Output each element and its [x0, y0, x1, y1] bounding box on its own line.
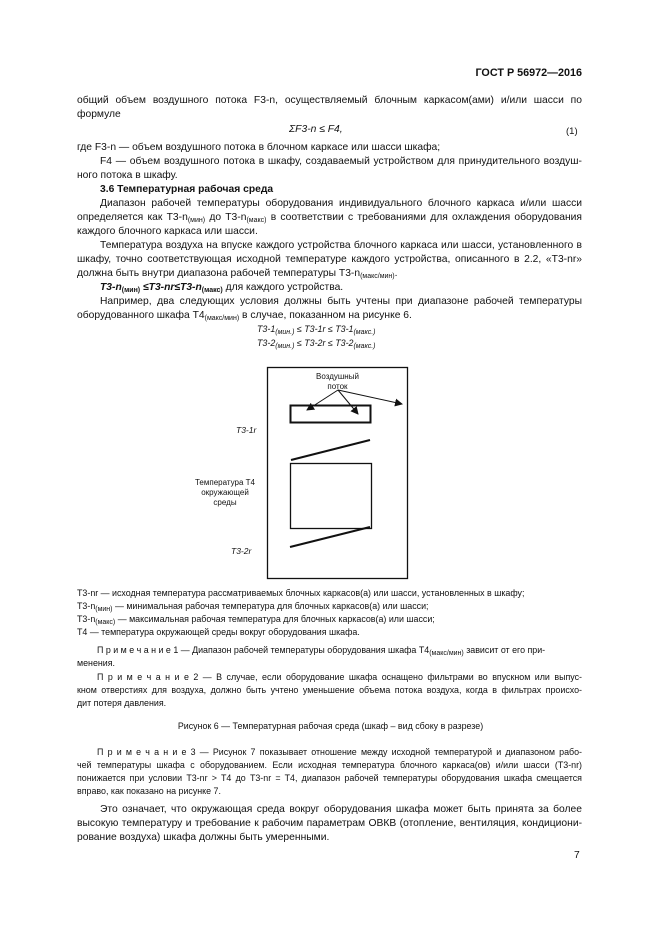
cond2-a: T3-2 — [257, 338, 276, 348]
para2-line-3-b: (макс/мин) — [360, 273, 395, 280]
cabinet-outline — [268, 368, 408, 579]
conclusion-line-2: высокую температуру и требование к рабочим параметрам ОВКВ (отопление, вентиляция, кондициони- — [77, 818, 582, 829]
note3-line-1 — [77, 746, 582, 758]
legend-item-2-a: T3-n — [77, 601, 96, 611]
note2-line-3: дит потеря давления. — [77, 698, 167, 708]
page-number: 7 — [574, 850, 580, 861]
where-line-2: F4 — объем воздушного потока в шкафу, создаваемый устройством для принудительного воздуш- — [100, 156, 582, 167]
para2-line-3-a: должна быть внутри диапазона рабочей температуры T3-n — [77, 268, 361, 279]
para1-line-3: каждого блочного каркаса или шасси. — [77, 226, 258, 237]
t4-label — [183, 478, 267, 508]
note3-label: П р и м е ч а н и е 3 — [97, 747, 196, 757]
para1-line-2-e: в соответствии с требованиями для охлаждения оборудования — [270, 212, 582, 223]
para3-line-2-b: (макс/мин) — [204, 315, 240, 322]
chassis-lower — [291, 464, 372, 529]
para3-line-2-c: в случае, показанном на рисунке 6. — [242, 310, 412, 321]
intro-line-2: формуле — [77, 109, 121, 120]
inequality-a-sub: (мин) — [121, 287, 141, 294]
legend-item-2 — [77, 600, 429, 612]
section-title: 3.6 Температурная рабочая среда — [100, 184, 274, 195]
cond2-b: ≤ T3-2r ≤ T3-2 — [296, 338, 354, 348]
legend-item-2-b: (мин) — [95, 606, 113, 613]
intro-line-1: общий объем воздушного потока F3-n, осуществляемый блочным каркасом(ами) и/или шасси по — [77, 95, 582, 106]
legend-item-4: T4 — температура окружающей среды вокруг оборудования шкафа. — [77, 627, 360, 637]
t31r-label: T3-1r — [236, 425, 257, 435]
note2-text-1: — В случае, если оборудование шкафа оснащено фильтрами во впускном или выпус- — [198, 672, 582, 682]
cond1-b: ≤ T3-1r ≤ T3-1 — [296, 324, 354, 334]
legend-item-2-c: — минимальная рабочая температура для блочных каркасов(а) или шасси; — [112, 601, 429, 611]
figure-caption: Рисунок 6 — Температурная рабочая среда (шкаф – вид сбоку в разрезе) — [177, 721, 484, 731]
note1-line-1 — [77, 644, 582, 656]
note3-line-4: вправо, как показано на рисунке 7. — [77, 786, 221, 796]
airflow-arrow-1 — [307, 390, 338, 410]
note2-line-2: кном отверстиях для воздуха, должно быть учтено уменьшение объема потока воздуха, когда в фильтрах происхо- — [77, 685, 582, 695]
para2-line-3-c: . — [394, 268, 398, 279]
cond1-a-sub: (мин.) — [275, 329, 295, 336]
inequality-tail: для каждого устройства. — [225, 282, 344, 293]
note3-text-1: — Рисунок 7 показывает отношение между исходной температурой и диапазоном рабо- — [195, 747, 582, 757]
para1-line-2-b: (мин) — [187, 217, 206, 224]
note1-line-2: менения. — [77, 658, 116, 668]
t4-label-line-2: окружающей — [201, 488, 249, 497]
para2-line-1: Температура воздуха на впуске каждого устройства блочного каркаса или шасси, установленного в — [100, 240, 582, 251]
formula-number: (1) — [566, 126, 578, 137]
note2-label: П р и м е ч а н и е 2 — [97, 672, 199, 682]
note1-label: П р и м е ч а н и е 1 — [97, 645, 179, 655]
t32r-label: T3-2r — [231, 546, 252, 556]
legend-item-3-b: (макс) — [95, 619, 116, 626]
formula-1: ΣF3-n ≤ F4, — [289, 124, 343, 135]
note3-line-3: понижается при условии T3-nr > T4 до T3-nr = T4, диапазон рабочей температуры оборудования шкафа смещается — [77, 773, 582, 783]
t4-label-line-1: Температура T4 — [194, 478, 255, 487]
where-line-3: ного потока в шкафу. — [77, 170, 178, 181]
note3-line-2: чей температуры шкафа с оборудованием. Если исходная температура блочного каркаса(ов) и/или шасси (T3-nr) — [77, 760, 582, 770]
cond2-b-sub: (макс.) — [353, 343, 376, 350]
note2-line-1 — [77, 671, 582, 683]
para1-line-2-d: (макс) — [246, 217, 267, 224]
note1-text-c: зависит от его при- — [463, 645, 546, 655]
note1-text-b: (макс/мин) — [429, 650, 464, 657]
inequality-a: T3-n — [100, 282, 122, 293]
t4-label-line-3: среды — [213, 498, 237, 507]
conclusion-line-1: Это означает, что окружающая среда вокруг оборудования шкафа может быть принята за более — [100, 804, 582, 815]
cond2-a-sub: (мин.) — [275, 343, 295, 350]
airflow-label-line-1: Воздушный — [316, 372, 359, 381]
para3-line-1: Например, два следующих условия должны быть учтены при диапазоне рабочей температуры — [100, 296, 582, 307]
airflow-label — [316, 372, 359, 391]
airflow-line-lower — [290, 527, 370, 547]
where-line-1: где F3-n — объем воздушного потока в блочном каркасе или шасси шкафа; — [77, 142, 441, 153]
document-header: ГОСТ Р 56972—2016 — [475, 67, 582, 79]
note1-text-a: — Диапазон рабочей температуры оборудования шкафа T4 — [178, 645, 430, 655]
para1-line-1: Диапазон рабочей температуры оборудования индивидуального блочного каркаса и/или шасси — [100, 198, 582, 209]
airflow-line-upper — [291, 440, 370, 460]
para1-line-2-a: определяется как T3-n — [77, 212, 188, 223]
para3-line-2-a: оборудованного шкафа T4 — [77, 310, 205, 321]
conclusion-line-3: рование воздуха) шкафа должны быть умеренными. — [77, 832, 330, 843]
legend-item-3-a: T3-n — [77, 614, 96, 624]
legend-item-3 — [77, 613, 435, 625]
para1-line-2-c: до T3-n — [209, 212, 247, 223]
airflow-label-line-2: поток — [327, 381, 348, 391]
inequality-mid: ≤T3-nr≤T3-n — [143, 282, 202, 293]
legend-item-1: T3-nr — исходная температура рассматриваемых блочных каркасов(а) или шасси, установленных в шкафу; — [77, 588, 525, 598]
chassis-upper — [291, 406, 371, 423]
legend-item-3-c: — максимальная рабочая температура для блочных каркасов(а) или шасси; — [115, 614, 435, 624]
cond1-b-sub: (макс.) — [353, 329, 376, 336]
cond1-a: T3-1 — [257, 324, 276, 334]
inequality-mid-sub: (макс) — [201, 287, 223, 294]
para2-line-2: шкафу, точно соответствующая исходной температуре каждого устройства, описанного в 2.2, «T3-nr» — [77, 254, 582, 265]
